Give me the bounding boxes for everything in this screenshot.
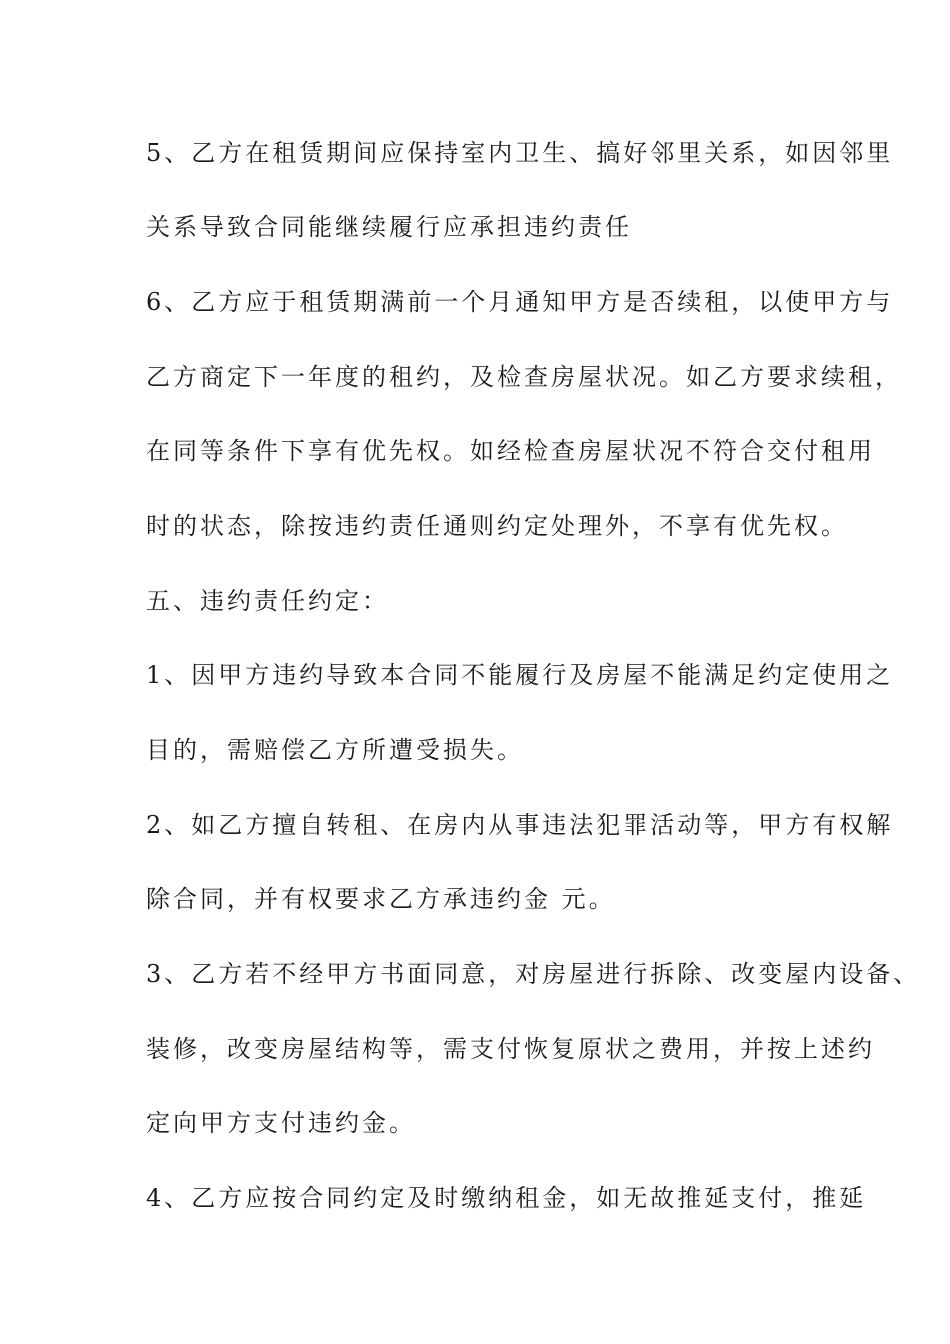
clause-5-line-2: 关系导致合同能继续履行应承担违约责任 (146, 213, 632, 241)
clause-6-line-2: 乙方商定下一年度的租约，及检查房屋状况。如乙方要求续租， (146, 363, 902, 391)
clause-6-line-3: 在同等条件下享有优先权。如经检查房屋状况不符合交付租用 (146, 437, 875, 465)
breach-2-line-1: 2、如乙方擅自转租、在房内从事违法犯罪活动等，甲方有权解 (146, 811, 894, 839)
breach-3-line-2: 装修，改变房屋结构等，需支付恢复原状之费用，并按上述约 (146, 1035, 875, 1063)
clause-5-line-1: 5、乙方在租赁期间应保持室内卫生、搞好邻里关系，如因邻里 (146, 139, 894, 167)
clause-6-line-1: 6、乙方应于租赁期满前一个月通知甲方是否续租，以使甲方与 (146, 288, 894, 316)
breach-3-line-1: 3、乙方若不经甲方书面同意，对房屋进行拆除、改变屋内设备、 (146, 960, 921, 988)
breach-2-line-2: 除合同，并有权要求乙方承违约金 元。 (146, 885, 616, 913)
breach-1-line-2: 目的，需赔偿乙方所遭受损失。 (146, 736, 524, 764)
clause-6-line-4: 时的状态，除按违约责任通则约定处理外，不享有优先权。 (146, 512, 848, 540)
breach-4-line-1: 4、乙方应按合同约定及时缴纳租金，如无故推延支付，推延 (146, 1184, 867, 1212)
section-heading-breach: 五、违约责任约定： (146, 587, 389, 615)
breach-1-line-1: 1、因甲方违约导致本合同不能履行及房屋不能满足约定使用之 (146, 661, 894, 689)
breach-3-line-3: 定向甲方支付违约金。 (146, 1109, 416, 1137)
